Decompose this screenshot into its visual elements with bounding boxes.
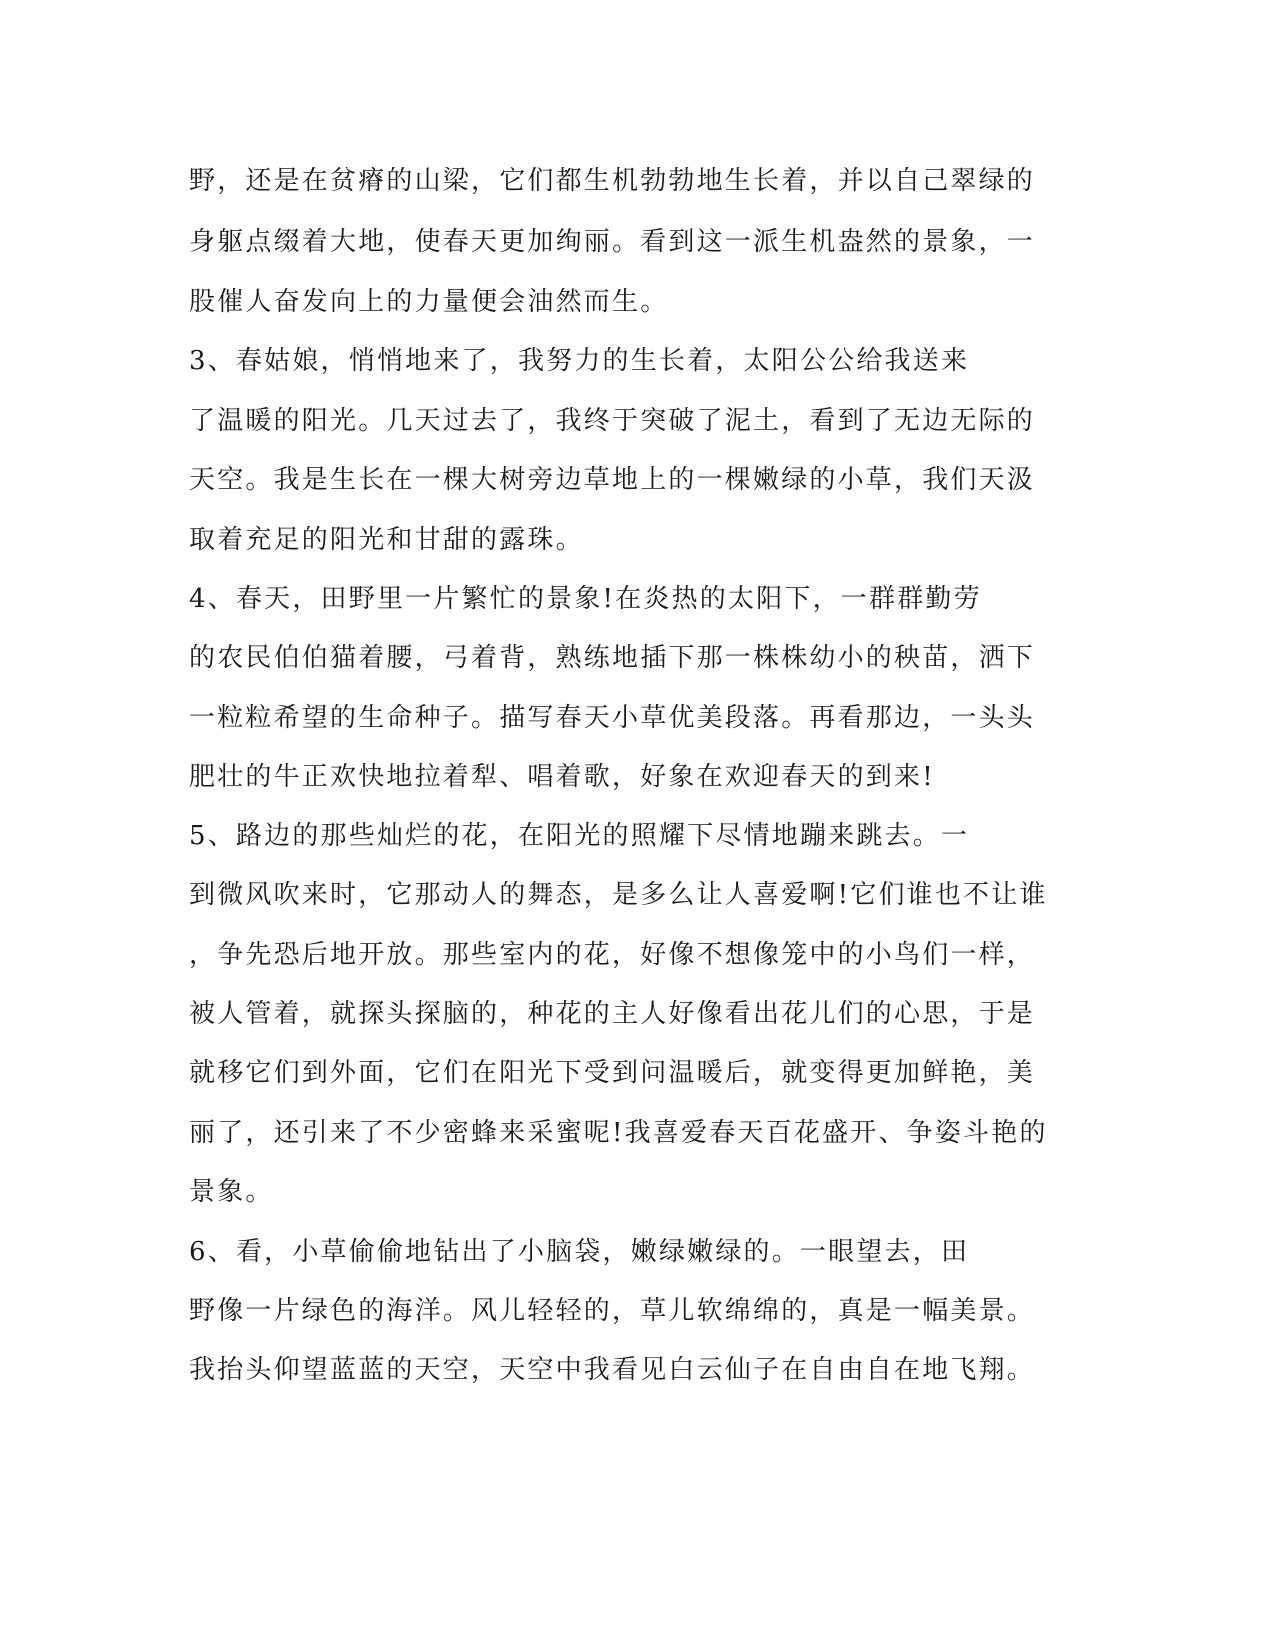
text-line: 的农民伯伯猫着腰，弓着背，熟练地插下那一株株幼小的秧苗，洒下 (189, 643, 1036, 673)
text-line: 一粒粒希望的生命种子。描写春天小草优美段落。再看那边，一头头 (189, 703, 1036, 733)
text-line: 取着充足的阳光和甘甜的露珠。 (189, 525, 584, 555)
text-line: 肥壮的牛正欢快地拉着犁、唱着歌，好象在欢迎春天的到来! (189, 762, 935, 792)
text-line: 被人管着，就探头探脑的，种花的主人好像看出花儿们的心思，于是 (189, 999, 1036, 1029)
text-line: 丽了，还引来了不少密蜂来采蜜呢!我喜爱春天百花盛开、争姿斗艳的 (189, 1118, 1048, 1148)
text-line: 野像一片绿色的海洋。风儿轻轻的，草儿软绵绵的，真是一幅美景。 (189, 1296, 1036, 1326)
text-line: 我抬头仰望蓝蓝的天空，天空中我看见白云仙子在自由自在地飞翔。 (189, 1355, 1036, 1385)
text-line: 到微风吹来时，它那动人的舞态，是多么让人喜爱啊!它们谁也不让谁 (189, 880, 1048, 910)
text-line: 6、看，小草偷偷地钻出了小脑袋，嫩绿嫩绿的。一眼望去，田 (189, 1237, 970, 1267)
text-line: 野，还是在贫瘠的山梁，它们都生机勃勃地生长着，并以自己翠绿的 (189, 166, 1036, 196)
text-line: 身躯点缀着大地，使春天更加绚丽。看到这一派生机盎然的景象，一 (189, 227, 1036, 257)
text-line: 3、春姑娘，悄悄地来了，我努力的生长着，太阳公公给我送来 (189, 346, 970, 376)
text-line: 景象。 (189, 1177, 274, 1207)
text-line: 就移它们到外面，它们在阳光下受到问温暖后，就变得更加鲜艳，美 (189, 1058, 1036, 1088)
text-line: 5、路边的那些灿烂的花，在阳光的照耀下尽情地蹦来跳去。一 (189, 821, 970, 851)
text-line: 了温暖的阳光。几天过去了，我终于突破了泥土，看到了无边无际的 (189, 406, 1036, 436)
text-line: 4、春天，田野里一片繁忙的景象!在炎热的太阳下，一群群勤劳 (189, 584, 982, 614)
text-line: 天空。我是生长在一棵大树旁边草地上的一棵嫩绿的小草，我们天汲 (189, 465, 1036, 495)
text-line: ，争先恐后地开放。那些室内的花，好像不想像笼中的小鸟们一样， (189, 940, 1036, 970)
text-line: 股催人奋发向上的力量便会油然而生。 (189, 287, 669, 317)
